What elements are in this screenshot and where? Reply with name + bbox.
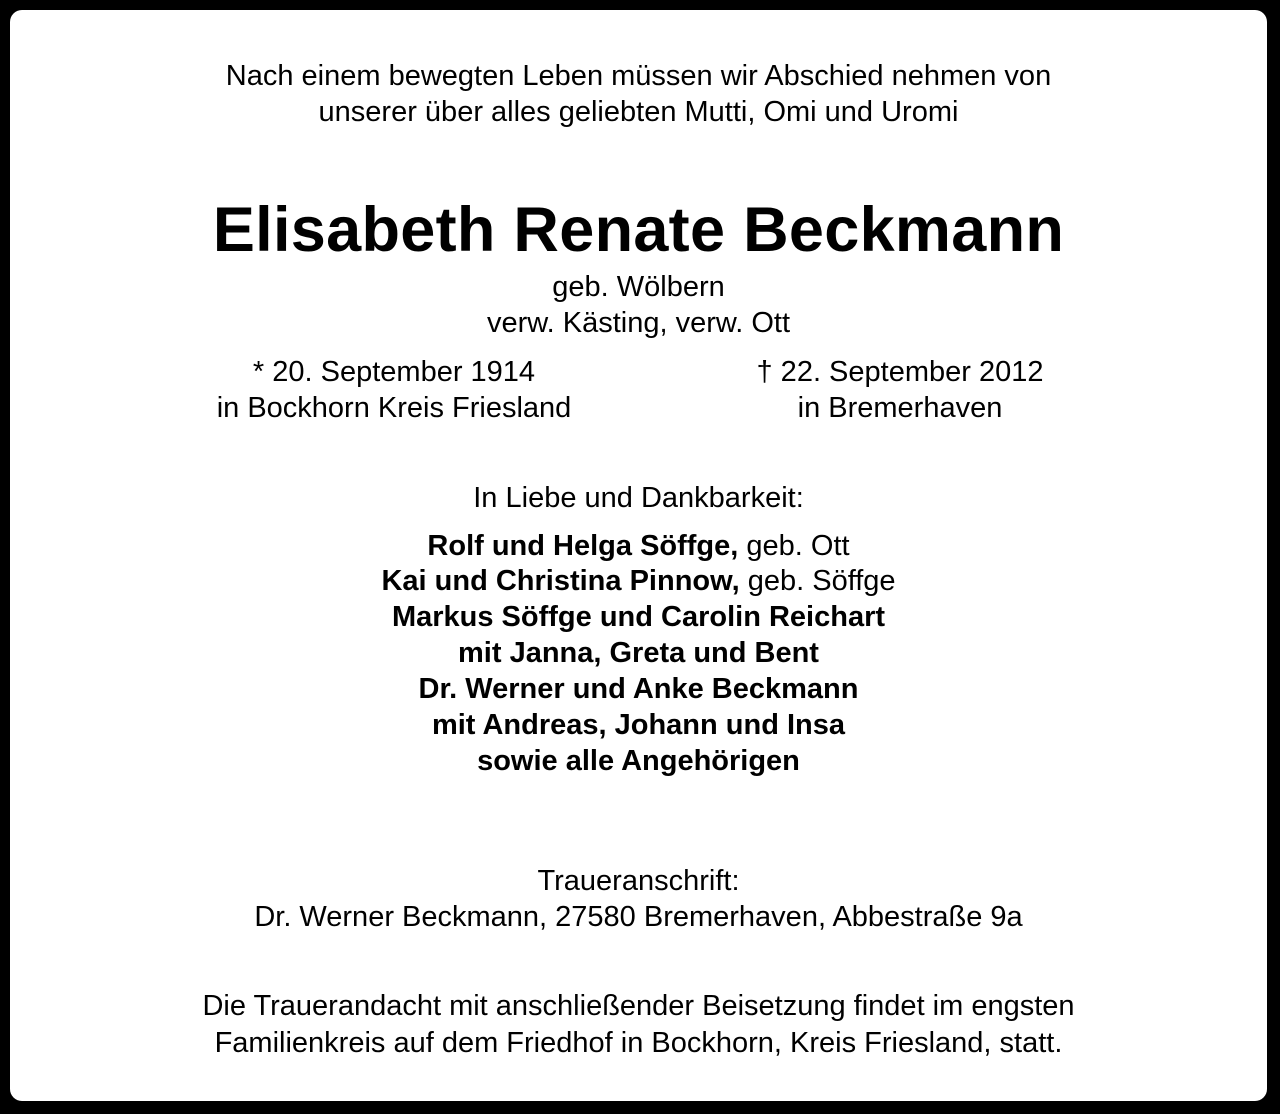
- death-date: † 22. September 2012: [756, 356, 1044, 388]
- mourning-address-label: Traueranschrift:: [537, 865, 740, 897]
- birth-date: * 20. September 1914: [252, 356, 536, 388]
- funeral-note-line-1: Die Trauerandacht mit anschließender Beisetzung findet im engsten: [202, 990, 1075, 1022]
- birth-place: in Bockhorn Kreis Friesland: [216, 392, 572, 424]
- mourner-names: Dr. Werner und Anke Beckmann: [418, 673, 859, 705]
- mourner-note: geb. Ott: [738, 530, 850, 562]
- mourning-address: Dr. Werner Beckmann, 27580 Bremerhaven, Abbestraße 9a: [254, 901, 1023, 933]
- mourner-names: Markus Söffge und Carolin Reichart: [391, 601, 886, 633]
- mourner-line: [10, 707, 1267, 743]
- funeral-note-line-2: Familienkreis auf dem Friedhof in Bockhorn, Kreis Friesland, statt.: [214, 1027, 1063, 1059]
- mourner-line: [10, 743, 1267, 779]
- obituary-notice: [10, 10, 1267, 1101]
- deceased-name: Elisabeth Renate Beckmann: [212, 195, 1065, 265]
- mourner-names: mit Janna, Greta und Bent: [458, 637, 819, 669]
- intro-line-2: unserer über alles geliebten Mutti, Omi und Uromi: [318, 96, 959, 128]
- mourner-names: sowie alle Angehörigen: [477, 745, 800, 777]
- mourner-line: [10, 671, 1267, 707]
- mourner-line: [10, 599, 1267, 635]
- maiden-name: geb. Wölbern: [552, 271, 725, 303]
- mourner-note: geb. Söffge: [739, 565, 896, 597]
- mourner-names: Kai und Christina Pinnow,: [381, 565, 740, 597]
- mourner-line: [10, 528, 1267, 564]
- mourner-line: [10, 635, 1267, 671]
- birth-info: [164, 354, 624, 426]
- mourner-line: [10, 563, 1267, 599]
- love-line: In Liebe und Dankbarkeit:: [473, 482, 804, 514]
- intro-line-1: Nach einem bewegten Leben müssen wir Abschied nehmen von: [225, 60, 1052, 92]
- death-place: in Bremerhaven: [797, 392, 1003, 424]
- mourner-names: Rolf und Helga Söffge,: [427, 530, 739, 562]
- mourner-names: mit Andreas, Johann und Insa: [431, 709, 846, 741]
- death-info: [670, 354, 1130, 426]
- widowed-names: verw. Kästing, verw. Ott: [487, 307, 790, 339]
